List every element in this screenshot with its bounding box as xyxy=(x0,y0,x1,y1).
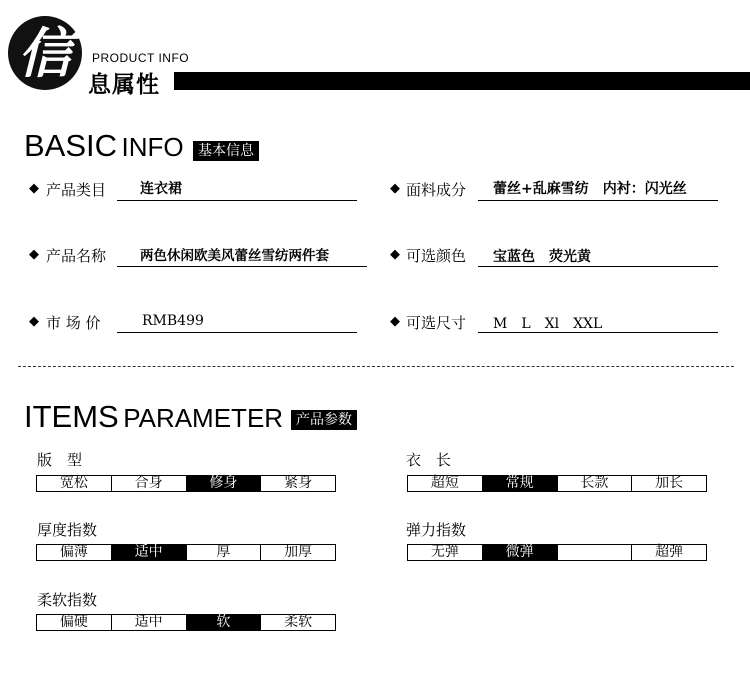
field-label-price: 市 场 价 xyxy=(46,314,101,332)
field-label-sizes: 可选尺寸 xyxy=(406,314,467,332)
param-scale-fit xyxy=(36,475,336,492)
basic-info-title xyxy=(24,128,184,164)
header-bar-divider xyxy=(171,72,174,90)
scale-option: 厚 xyxy=(187,545,262,560)
param-label-elasticity: 弹力指数 xyxy=(406,521,467,539)
logo-character: 信 xyxy=(18,21,72,85)
scale-option-selected: 软 xyxy=(187,615,262,630)
scale-option: 适中 xyxy=(112,615,187,630)
field-underline xyxy=(478,200,718,201)
items-title-small: PARAMETER xyxy=(123,403,284,433)
header-chinese-title: 息属性 xyxy=(88,71,160,98)
bullet-icon: ◆ xyxy=(29,181,39,196)
scale-option: 紧身 xyxy=(284,475,313,491)
field-underline xyxy=(117,332,357,333)
scale-option xyxy=(558,545,633,560)
basic-info-tag: 基本信息 xyxy=(193,141,259,161)
scale-option: 加厚 xyxy=(284,544,313,560)
field-underline xyxy=(478,266,718,267)
items-title-big: ITEMS xyxy=(24,399,119,434)
header-bar xyxy=(171,72,750,90)
field-underline xyxy=(117,200,357,201)
basic-title-small: INFO xyxy=(121,132,184,162)
param-scale-softness xyxy=(36,614,336,631)
scale-option-selected: 微弹 xyxy=(483,545,558,560)
field-value-sizes: M L Xl XXL xyxy=(493,316,603,332)
bullet-icon: ◆ xyxy=(29,247,39,262)
scale-option: 长款 xyxy=(558,476,633,491)
bullet-icon: ◆ xyxy=(390,181,400,196)
section-divider xyxy=(18,366,734,367)
scale-option-selected: 适中 xyxy=(112,545,187,560)
scale-option: 加长 xyxy=(655,475,684,491)
field-label-colors: 可选颜色 xyxy=(406,247,467,265)
scale-option-selected: 修身 xyxy=(187,476,262,491)
field-value-colors: 宝蓝色 荧光黄 xyxy=(493,249,591,265)
param-scale-thickness xyxy=(36,544,336,561)
field-underline xyxy=(478,332,718,333)
bullet-icon: ◆ xyxy=(390,247,400,262)
scale-option: 超弹 xyxy=(655,544,684,560)
scale-option: 合身 xyxy=(112,476,187,491)
scale-option: 宽松 xyxy=(37,476,112,491)
field-value-fabric: 蕾丝+乱麻雪纺 内衬：闪光丝 xyxy=(493,181,687,197)
scale-option: 偏薄 xyxy=(37,545,112,560)
param-scale-length xyxy=(407,475,707,492)
items-parameter-tag: 产品参数 xyxy=(291,410,357,430)
field-value-name: 两色休闲欧美风蕾丝雪纺两件套 xyxy=(140,248,329,264)
bullet-icon: ◆ xyxy=(390,314,400,329)
field-label-fabric: 面料成分 xyxy=(406,181,467,199)
field-label-category: 产品类目 xyxy=(46,181,107,199)
scale-option: 无弹 xyxy=(408,545,483,560)
field-label-name: 产品名称 xyxy=(46,247,107,265)
param-label-length: 衣 长 xyxy=(406,451,452,469)
header-english-title: PRODUCT INFO xyxy=(92,51,190,65)
field-value-price: RMB499 xyxy=(142,313,204,329)
basic-title-big: BASIC xyxy=(24,128,118,163)
param-scale-elasticity xyxy=(407,544,707,561)
field-value-category: 连衣裙 xyxy=(140,181,182,197)
field-underline xyxy=(117,266,367,267)
items-parameter-title xyxy=(24,399,283,435)
scale-option: 柔软 xyxy=(284,614,313,630)
scale-option: 偏硬 xyxy=(37,615,112,630)
scale-option-selected: 常规 xyxy=(483,476,558,491)
bullet-icon: ◆ xyxy=(29,314,39,329)
scale-option: 超短 xyxy=(408,476,483,491)
param-label-softness: 柔软指数 xyxy=(37,591,98,609)
param-label-thickness: 厚度指数 xyxy=(37,521,98,539)
param-label-fit: 版 型 xyxy=(37,451,83,469)
